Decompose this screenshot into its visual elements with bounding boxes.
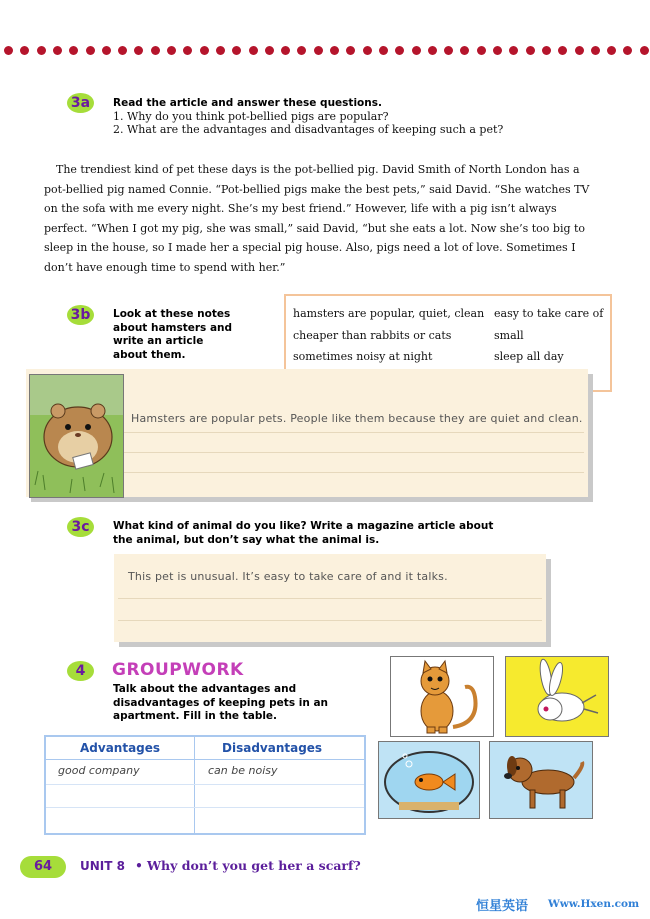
border-dot (363, 46, 372, 55)
cell-advantage-1[interactable]: good company (58, 764, 140, 777)
border-dot (216, 46, 225, 55)
border-dot (281, 46, 290, 55)
instruction-4: Talk about the advantages and disadvantages of keeping pets in an apartment. Fill in the table. (113, 683, 329, 722)
note-left-2: cheaper than rabbits or cats (293, 329, 452, 342)
question-2: 2. What are the advantages and disadvantages of keeping such a pet? (113, 123, 504, 136)
dog-image (489, 741, 593, 819)
border-dot (232, 46, 241, 55)
article-text: The trendiest kind of pet these days is the pot-bellied pig. David Smith of North London has a pot-bellied pig named Connie. “Pot-bellied pigs make the best pets,” said David. “She watches TV on the sofa with me every night. She’s my best friend.” However, life with a pig isn’t always perfect. “When I got my pig, she was small,” said David, “but she eats a lot. Now she’s too big to sleep in the house, so I made her a special pig house. Also, pigs need a lot of love. Sometimes I don’t have enough time to spend with her.” (44, 163, 590, 274)
rabbit-image (505, 656, 609, 737)
header-disadvantages: Disadvantages (222, 741, 323, 755)
border-dot (314, 46, 323, 55)
note-left-1: hamsters are popular, quiet, clean (293, 307, 485, 320)
border-dot (444, 46, 453, 55)
instruction-3a: Read the article and answer these questions. (113, 97, 382, 109)
note-left-3: sometimes noisy at night (293, 350, 433, 363)
watermark-cn: 恒星英语 (476, 899, 529, 914)
border-dot (37, 46, 46, 55)
groupwork-title: GROUPWORK (112, 660, 244, 680)
border-dot (607, 46, 616, 55)
sample-line-3c: This pet is unusual. It’s easy to take care of and it talks. (128, 570, 448, 583)
border-dot (412, 46, 421, 55)
border-dot (330, 46, 339, 55)
dotted-border (0, 46, 650, 60)
cell-disadvantage-1[interactable]: can be noisy (208, 764, 278, 777)
question-1: 1. Why do you think pot-bellied pigs are popular? (113, 110, 389, 123)
border-dot (102, 46, 111, 55)
border-dot (623, 46, 632, 55)
unit-label: UNIT 8 • (80, 859, 143, 873)
goldfish-image (378, 741, 480, 819)
border-dot (395, 46, 404, 55)
border-dot (53, 46, 62, 55)
cat-image (390, 656, 494, 737)
border-dot (526, 46, 535, 55)
page-number: 64 (20, 856, 66, 878)
border-dot (640, 46, 649, 55)
border-dot (265, 46, 274, 55)
border-dot (542, 46, 551, 55)
note-right-1: easy to take care of (494, 307, 604, 320)
hamster-image (29, 374, 124, 498)
badge-3b: 3b (67, 305, 94, 325)
border-dot (379, 46, 388, 55)
border-dot (477, 46, 486, 55)
border-dot (86, 46, 95, 55)
badge-3a: 3a (67, 93, 94, 113)
border-dot (297, 46, 306, 55)
border-dot (69, 46, 78, 55)
border-dot (167, 46, 176, 55)
border-dot (118, 46, 127, 55)
header-advantages: Advantages (80, 741, 161, 755)
badge-3c: 3c (67, 517, 94, 537)
border-dot (575, 46, 584, 55)
border-dot (509, 46, 518, 55)
border-dot (346, 46, 355, 55)
border-dot (200, 46, 209, 55)
border-dot (4, 46, 13, 55)
watermark-url: Www.Hxen.com (548, 898, 640, 910)
border-dot (151, 46, 160, 55)
note-right-2: small (494, 329, 524, 342)
border-dot (591, 46, 600, 55)
border-dot (20, 46, 29, 55)
badge-4: 4 (67, 661, 94, 681)
note-right-3: sleep all day (494, 350, 564, 363)
border-dot (249, 46, 258, 55)
instruction-3b: Look at these notes about hamsters and write an article about them. (113, 308, 233, 361)
instruction-3c: What kind of animal do you like? Write a magazine article about the animal, but don’t say what the animal is. (113, 520, 494, 546)
border-dot (183, 46, 192, 55)
sample-line-3b: Hamsters are popular pets. People like them because they are quiet and clean. (131, 412, 583, 425)
border-dot (558, 46, 567, 55)
border-dot (460, 46, 469, 55)
border-dot (493, 46, 502, 55)
unit-title: Why don’t you get her a scarf? (147, 858, 361, 873)
border-dot (134, 46, 143, 55)
questions-3a (113, 110, 503, 136)
border-dot (428, 46, 437, 55)
